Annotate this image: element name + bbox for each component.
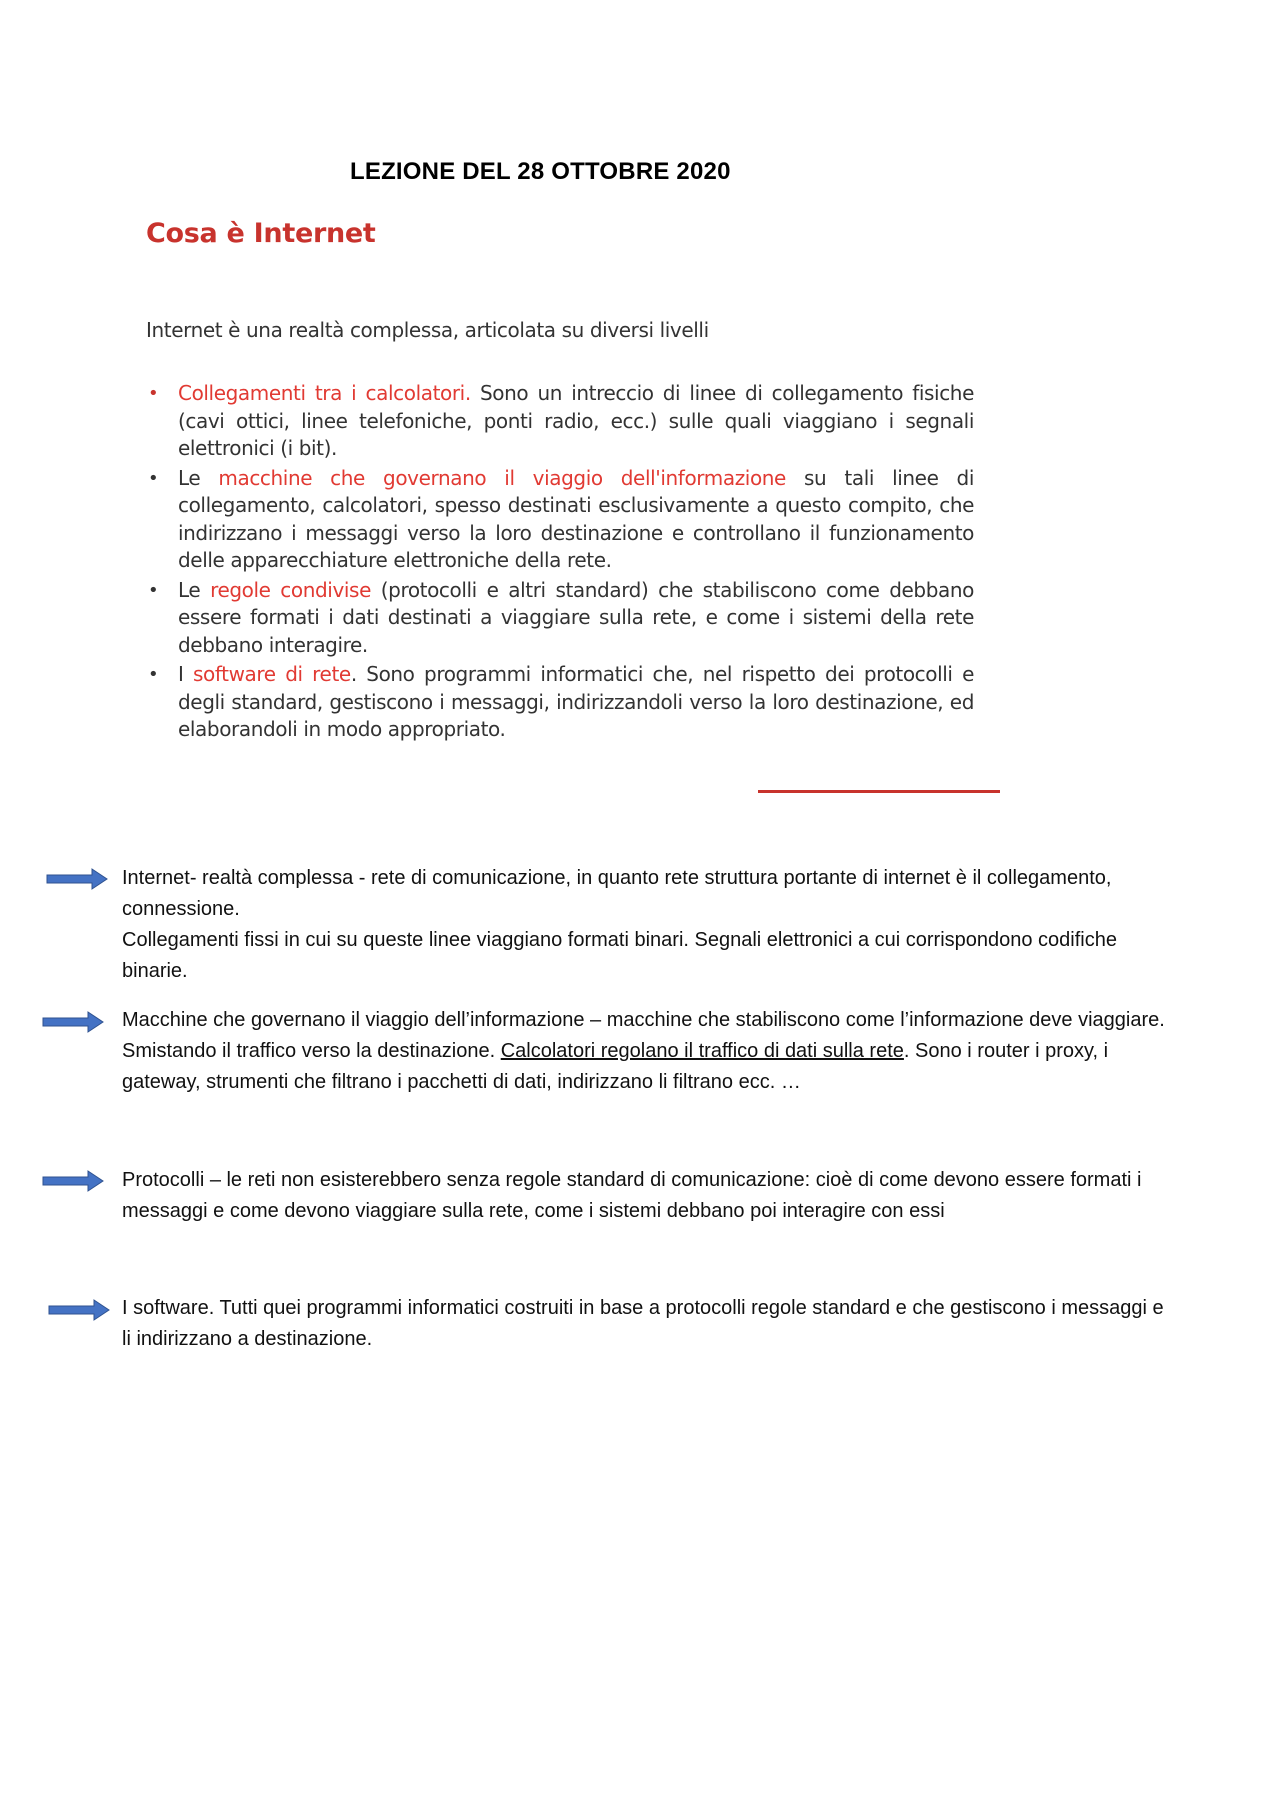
slide-image [146,212,1006,812]
slide-item-text: . Sono programmi informatici che, nel rispetto dei protocolli e degli standard, gestiscono i messaggi, indirizzandoli verso la loro destinazione, ed elaborandoli in modo appropriato. [178,662,974,741]
slide-item-text: Sono un intreccio di linee di collegamento fisiche (cavi ottici, linee telefoniche, ponti radio, ecc.) sulle quali viaggiano i segnali elettronici (i bit). [178,381,974,460]
note-text-part: . Sono i router i proxy, i gateway, strumenti che filtrano i pacchetti di dati, indirizzano li filtrano ecc. … [122,1040,1109,1093]
bullet-icon: • [148,383,159,404]
note-text [122,1005,1172,1098]
slide-divider [758,790,1000,793]
slide-item-highlight: macchine che governano il viaggio dell'informazione [218,465,786,490]
note-text: Protocolli – le reti non esisterebbero senza regole standard di comunicazione: cioè di come devono essere formati i messaggi e come devono viaggiare sulla rete, come i sistemi debbano poi interagire con essi [122,1169,1142,1222]
note-paragraph [122,1005,1172,1098]
note-text: Internet- realtà complessa - rete di comunicazione, in quanto rete struttura portante di internet è il collegamento, connessione. [122,867,1112,920]
slide-item-text: su tali linee di collegamento, calcolatori, spesso destinati esclusivamente a questo compito, che indirizzano i messaggi verso la loro destinazione e controllano il funzionamento delle apparecchiature elettroniche della rete. [178,465,974,572]
right-arrow-icon [48,1299,110,1321]
note-text: I software. Tutti quei programmi informatici costruiti in base a protocolli regole standard e che gestiscono i messaggi e li indirizzano a destinazione. [122,1297,1164,1350]
slide-item-highlight: software di rete [193,662,351,686]
slide-item-text: (protocolli e altri standard) che stabiliscono come debbano essere formati i dati destinati a viaggiare sulla rete, e come i sistemi della rete debbano interagire. [178,577,974,657]
note-paragraph [122,1293,1172,1355]
slide-intro: Internet è una realtà complessa, articolata su diversi livelli [146,318,709,342]
right-arrow-icon [46,868,108,890]
slide-bullet-item [146,465,974,575]
bullet-icon: • [148,664,159,685]
slide-item-highlight: Collegamenti tra i calcolatori. [178,381,471,405]
note-text-part: Macchine che governano il viaggio dell’informazione – macchine che stabiliscono come l’informazione deve viaggiare. Smistando il traffico verso la destinazione. [122,1009,1165,1062]
note-paragraph [122,863,1172,987]
slide-bullet-list [146,380,974,746]
note-underlined-text: Calcolatori regolano il traffico di dati sulla rete [500,1040,904,1062]
slide-bullet-item [146,577,974,660]
page-title: LEZIONE DEL 28 OTTOBRE 2020 [350,158,731,185]
bullet-icon: • [148,579,159,601]
slide-item-prefix: I [178,662,194,686]
right-arrow-icon [42,1170,104,1192]
right-arrow-icon [42,1011,104,1033]
bullet-icon: • [148,467,159,489]
slide-item-highlight: regole condivise [210,577,371,602]
note-text: Collegamenti fissi in cui su queste linee viaggiano formati binari. Segnali elettronici a cui corrispondono codifiche binarie. [122,929,1117,982]
slide-bullet-item [146,380,974,463]
slide-heading: Cosa è Internet [146,218,376,249]
slide-bullet-item [146,661,974,744]
note-paragraph [122,1165,1172,1227]
slide-item-prefix: Le [178,577,211,602]
slide-item-prefix: Le [178,465,219,490]
